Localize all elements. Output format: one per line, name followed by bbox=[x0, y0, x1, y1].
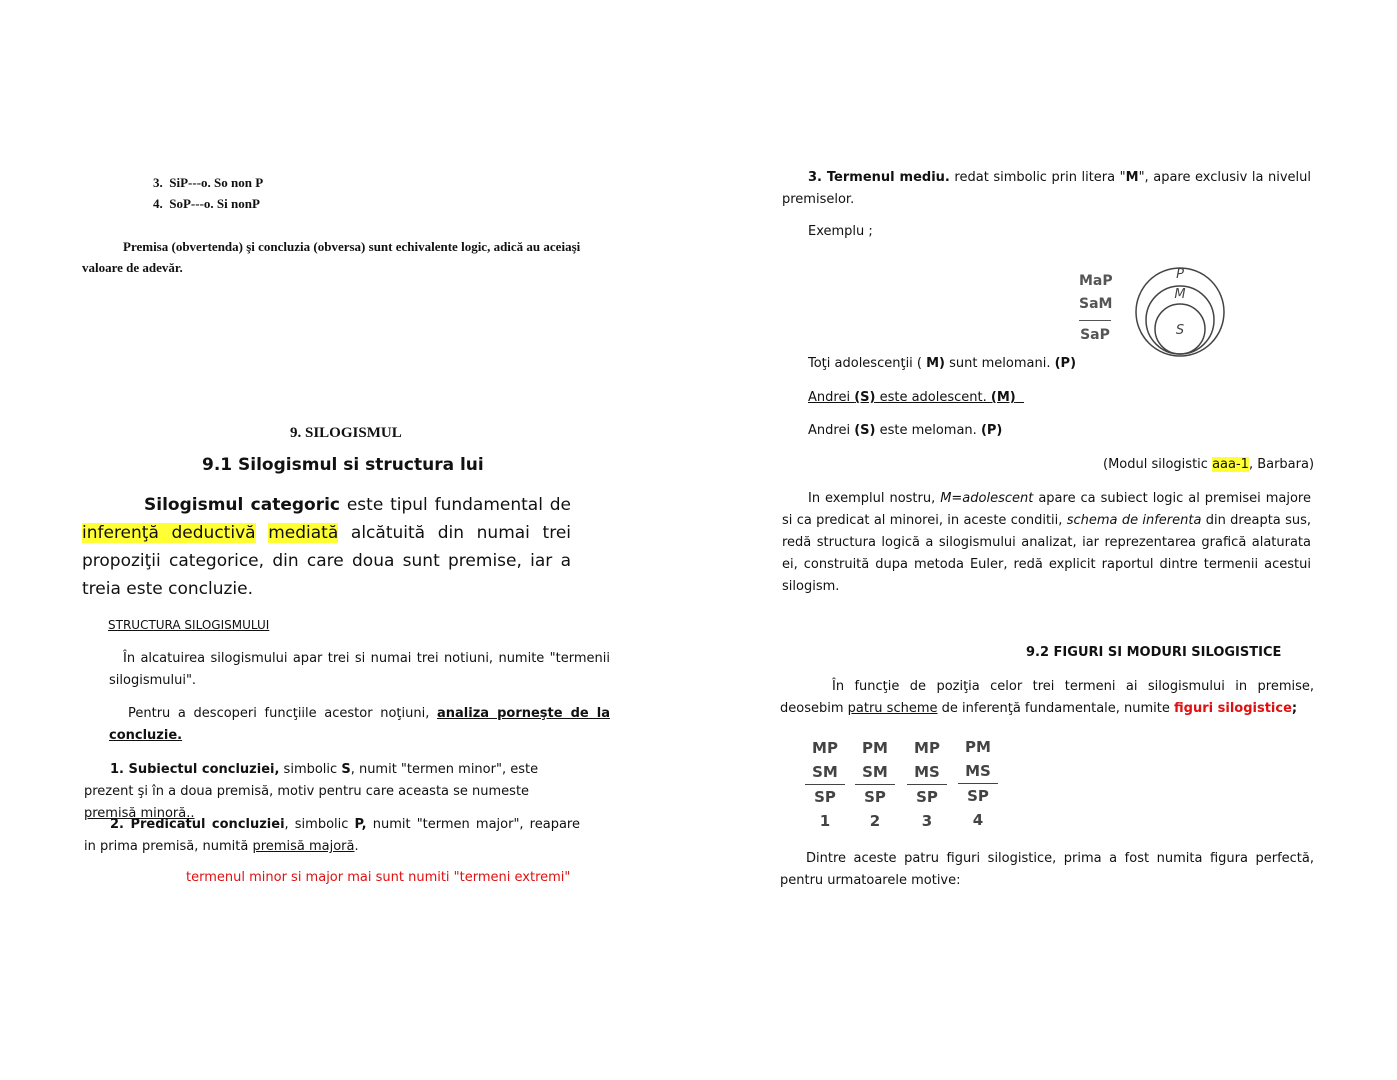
item-text: . bbox=[354, 839, 359, 854]
figure-major: MP bbox=[914, 739, 940, 757]
mode-text: , Barbara) bbox=[1248, 457, 1315, 472]
term-marker: M) bbox=[926, 356, 946, 371]
figure-conclusion: SP bbox=[907, 784, 947, 809]
figures-text: de inferenţă fundamentale, numite bbox=[937, 701, 1175, 716]
obversion-note: Premisa (obvertenda) şi concluzia (obversa) sunt echivalente logic, adică au aceiaşi valoare de adevăr. bbox=[82, 239, 581, 275]
list-text: SiP---o. So non P bbox=[169, 175, 264, 190]
definition-text: alcătuită din numai trei propoziţii categorice, din care doua sunt premise, iar a treia este concluzie. bbox=[82, 523, 572, 599]
figure-minor: MS bbox=[914, 763, 940, 781]
figure-number: 4 bbox=[972, 811, 984, 829]
item-number: 3 bbox=[808, 170, 818, 185]
example-conclusion bbox=[808, 423, 1002, 438]
figure-3 bbox=[907, 736, 947, 833]
inference-scheme bbox=[1079, 270, 1111, 347]
figure-2 bbox=[855, 736, 895, 833]
spacer bbox=[256, 523, 269, 543]
syllogism-definition bbox=[82, 491, 571, 603]
item-text: numit "termen major", reapare in prima premisă, numită bbox=[84, 817, 580, 854]
explanation-text: apare ca subiect logic al premisei majore si ca predicat al minorei, in aceste conditii, bbox=[782, 491, 1311, 528]
figure-number: 1 bbox=[819, 812, 831, 830]
figures-text: În funcţie de poziţia celor trei termeni ai silogismului in premise, deosebim bbox=[780, 679, 1314, 716]
item-text: , numit "termen minor", este prezent şi în a doua premisă, motiv pentru care aceasta se numeste bbox=[84, 762, 539, 799]
example-text: Andrei bbox=[808, 423, 855, 438]
item-number: 2 bbox=[110, 817, 120, 832]
list-number: 4. bbox=[153, 196, 163, 211]
definition-text: este tipul fundamental de bbox=[340, 495, 571, 515]
item-heading: . Termenul mediu. bbox=[817, 170, 950, 185]
figure-4 bbox=[958, 735, 998, 832]
minor-premise: SaM bbox=[1079, 296, 1113, 312]
example-minor-premise bbox=[808, 390, 1024, 405]
figure-conclusion: SP bbox=[805, 784, 845, 809]
list-item-3 bbox=[153, 175, 263, 191]
chapter-title: 9. SILOGISMUL bbox=[290, 425, 402, 441]
structure-intro: În alcatuirea silogismului apar trei si numai trei notiuni, numite "termenii silogismului". bbox=[109, 651, 610, 688]
symbol-s: S bbox=[341, 762, 351, 777]
term-major-paragraph bbox=[84, 814, 580, 858]
syllogistic-mode bbox=[1103, 457, 1314, 472]
explanation-text: In exemplul nostru, bbox=[808, 491, 941, 506]
figure-conclusion: SP bbox=[958, 783, 998, 808]
euler-label-s: S bbox=[1175, 323, 1185, 338]
scheme-divider bbox=[1079, 320, 1111, 321]
explanation-paragraph bbox=[782, 488, 1311, 598]
explanation-italic: M=adolescent bbox=[940, 491, 1034, 506]
structure-heading: STRUCTURA SILOGISMULUI bbox=[108, 618, 270, 632]
closing-paragraph: Dintre aceste patru figuri silogistice, prima a fost numita figura perfectă, pentru urmatoarele motive: bbox=[780, 851, 1314, 888]
example-text: Andrei bbox=[808, 390, 855, 405]
term-marker: (S) bbox=[854, 390, 876, 405]
discover-text: Pentru a descoperi funcţiile acestor noţiuni, bbox=[128, 706, 437, 721]
list-item-4 bbox=[153, 196, 260, 212]
item-number: 1. bbox=[110, 762, 124, 777]
minor-premise-link: premisă minoră.. bbox=[84, 806, 195, 821]
figures-intro bbox=[780, 676, 1314, 720]
major-premise: MaP bbox=[1079, 273, 1113, 289]
section2-title: 9.2 FIGURI SI MODURI SILOGISTICE bbox=[1026, 645, 1282, 660]
term-marker: (P) bbox=[1054, 356, 1077, 371]
highlight-inference: inferenţă deductivă bbox=[82, 523, 256, 543]
euler-label-p: P bbox=[1176, 267, 1184, 282]
extremes-note: termenul minor si major mai sunt numiti "termeni extremi" bbox=[186, 870, 571, 885]
euler-diagram bbox=[1132, 262, 1228, 362]
figure-1 bbox=[805, 736, 845, 833]
example-text: este adolescent. bbox=[875, 390, 991, 405]
figure-number: 2 bbox=[869, 812, 881, 830]
major-premise-link: premisă majoră bbox=[252, 839, 355, 854]
example-text: sunt melomani. bbox=[945, 356, 1055, 371]
list-number: 3. bbox=[153, 175, 163, 190]
example-major-premise bbox=[808, 356, 1076, 371]
term-marker: (M) bbox=[990, 390, 1016, 405]
defined-term: Silogismul categoric bbox=[144, 495, 341, 515]
explanation-text: din dreapta sus, redă structura logică a silogismului analizat, iar reprezentarea grafică alaturata ei, construită dupa metoda Euler, redă explicit raportul dintre termenii acestui silogism. bbox=[782, 513, 1311, 594]
conclusion: SaP bbox=[1080, 327, 1110, 343]
syllogistic-figures-term: figuri silogistice bbox=[1174, 701, 1292, 716]
figures-text: ; bbox=[1291, 701, 1298, 716]
symbol-p: P, bbox=[354, 817, 367, 832]
discover-paragraph bbox=[109, 703, 610, 747]
item-heading: Subiectul concluziei, bbox=[123, 762, 280, 777]
figure-number: 3 bbox=[921, 812, 933, 830]
example-text: este meloman. bbox=[875, 423, 981, 438]
highlight-mediate: mediată bbox=[268, 523, 339, 543]
item-text: , simbolic bbox=[284, 817, 355, 832]
four-schemes: patru scheme bbox=[847, 701, 938, 716]
symbol-m: M bbox=[1125, 170, 1139, 185]
middle-term-paragraph bbox=[782, 167, 1311, 211]
item-text: redat simbolic prin litera " bbox=[949, 170, 1126, 185]
analysis-emphasis: analiza porneşte de la concluzie. bbox=[109, 706, 610, 743]
figure-minor: SM bbox=[812, 763, 838, 781]
mode-highlight: aaa-1 bbox=[1212, 457, 1249, 472]
figure-minor: SM bbox=[862, 763, 888, 781]
explanation-italic: schema de inferenta bbox=[1066, 513, 1202, 528]
list-text: SoP---o. Si nonP bbox=[169, 196, 260, 211]
figure-major: PM bbox=[965, 738, 991, 756]
mode-text: (Modul silogistic bbox=[1103, 457, 1213, 472]
euler-label-m: M bbox=[1174, 287, 1186, 302]
figure-major: MP bbox=[812, 739, 838, 757]
item-heading: . Predicatul concluziei bbox=[119, 817, 285, 832]
item-text: ", apare exclusiv la nivelul premiselor. bbox=[782, 170, 1311, 207]
figure-major: PM bbox=[862, 739, 888, 757]
term-marker: (S) bbox=[854, 423, 876, 438]
figure-minor: MS bbox=[965, 762, 991, 780]
item-text: simbolic bbox=[279, 762, 342, 777]
section-title: 9.1 Silogismul si structura lui bbox=[202, 455, 484, 475]
example-text: Toţi adolescenţii ( bbox=[808, 356, 927, 371]
example-label: Exemplu ; bbox=[808, 224, 873, 239]
figure-conclusion: SP bbox=[855, 784, 895, 809]
term-marker: (P) bbox=[980, 423, 1003, 438]
